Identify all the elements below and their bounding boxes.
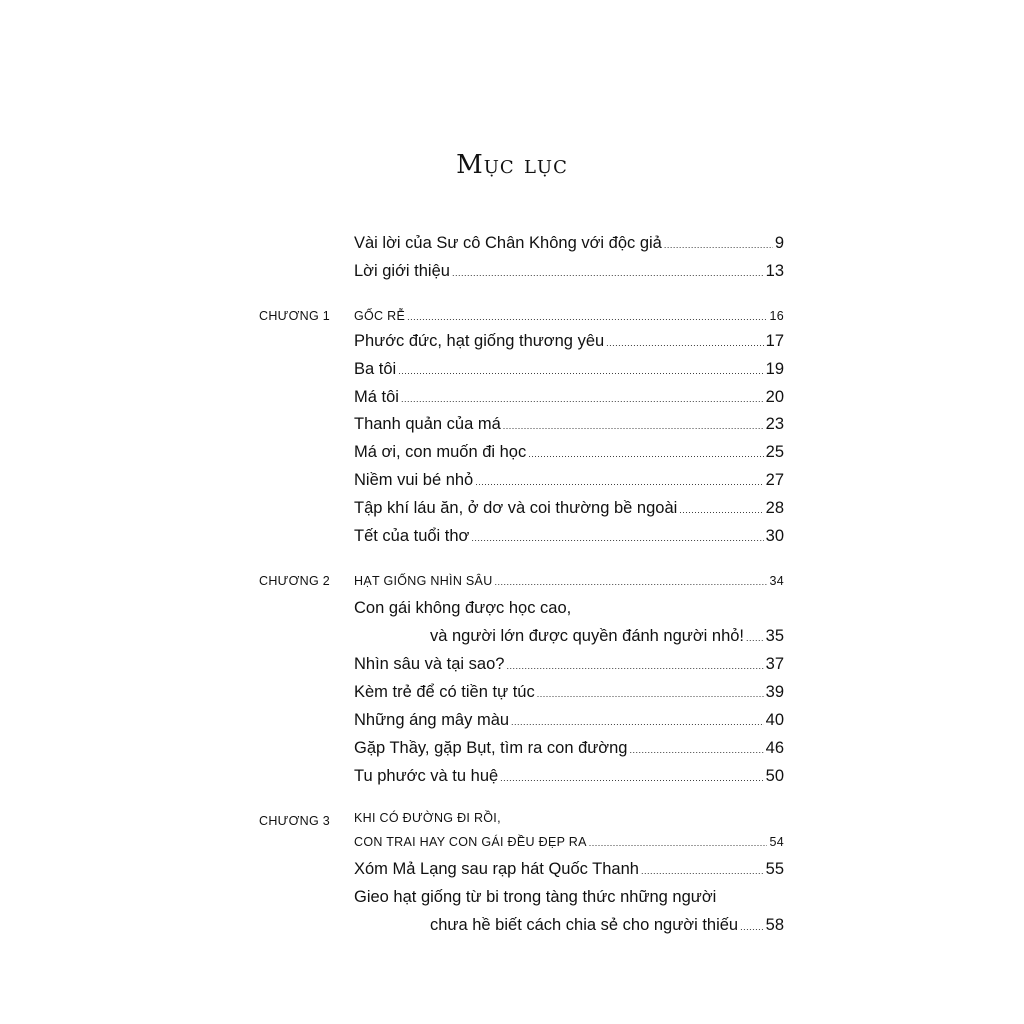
dot-leader <box>398 361 763 381</box>
dot-leader <box>679 500 763 520</box>
dot-leader <box>407 307 767 327</box>
entry-title: Ba tôi <box>354 360 397 378</box>
entry-title: Nhìn sâu và tại sao? <box>354 655 505 673</box>
dot-leader <box>589 833 768 853</box>
toc-entry[interactable] <box>354 387 784 409</box>
dot-leader <box>495 572 768 592</box>
chapter-heading-text: CON TRAI HAY CON GÁI ĐỀU ĐẸP RA <box>354 835 587 849</box>
entry-title-line1: Gieo hạt giống từ bi trong tàng thức những người <box>354 888 717 906</box>
page-number: 50 <box>765 767 784 785</box>
page-number: 46 <box>765 739 784 757</box>
page-number: 28 <box>765 499 784 517</box>
toc-entry[interactable] <box>354 710 784 732</box>
chapter-heading[interactable] <box>354 306 784 327</box>
toc-entry[interactable] <box>430 626 784 648</box>
dot-leader <box>452 263 764 283</box>
entry-title: Gặp Thầy, gặp Bụt, tìm ra con đường <box>354 739 628 757</box>
toc-entry[interactable] <box>354 442 784 464</box>
dot-leader <box>746 628 764 648</box>
toc-title: Mục lục <box>456 150 568 180</box>
entry-title: Tập khí láu ăn, ở dơ và coi thường bề ngoài <box>354 499 678 517</box>
page-number: 23 <box>765 415 784 433</box>
page-number: 19 <box>765 360 784 378</box>
dot-leader <box>606 333 763 353</box>
dot-leader <box>664 235 773 255</box>
entry-title: Thanh quản của má <box>354 415 501 433</box>
page-number: 9 <box>774 234 784 252</box>
dot-leader <box>528 444 763 464</box>
page-number: 54 <box>769 835 784 849</box>
page-number: 16 <box>769 309 784 323</box>
page-number: 13 <box>765 262 784 280</box>
toc-entry[interactable] <box>354 414 784 436</box>
chapter-heading[interactable] <box>354 571 784 592</box>
entry-title: Lời giới thiệu <box>354 262 450 280</box>
page-number: 17 <box>765 332 784 350</box>
entry-title: chưa hề biết cách chia sẻ cho người thiếu <box>430 916 739 934</box>
entry-title: Niềm vui bé nhỏ <box>354 471 474 489</box>
page-number: 55 <box>765 860 784 878</box>
entry-title: Những áng mây màu <box>354 711 510 729</box>
dot-leader <box>511 712 764 732</box>
page-number: 27 <box>765 471 784 489</box>
entry-title: Kèm trẻ để có tiền tự túc <box>354 683 535 701</box>
chapter-label: CHƯƠNG 3 <box>259 814 331 828</box>
page-number: 25 <box>765 443 784 461</box>
dot-leader <box>537 684 764 704</box>
toc-entry[interactable] <box>354 233 784 255</box>
dot-leader <box>641 861 764 881</box>
toc-entry[interactable] <box>354 738 784 760</box>
entry-title: và người lớn được quyền đánh người nhỏ! <box>430 627 745 645</box>
dot-leader <box>401 389 764 409</box>
entry-title: Xóm Mả Lạng sau rạp hát Quốc Thanh <box>354 860 639 878</box>
chapter-heading-text: GỐC RỄ <box>354 309 406 323</box>
entry-title: Phước đức, hạt giống thương yêu <box>354 332 605 350</box>
toc-entry[interactable] <box>354 654 784 676</box>
entry-title-line1: Con gái không được học cao, <box>354 599 572 617</box>
toc-entry[interactable] <box>430 915 784 937</box>
page-number: 40 <box>765 711 784 729</box>
page-number: 35 <box>765 627 784 645</box>
page-number: 39 <box>765 683 784 701</box>
dot-leader <box>475 472 763 492</box>
page-number: 58 <box>765 916 784 934</box>
entry-title: Má tôi <box>354 388 399 406</box>
dot-leader <box>471 528 763 548</box>
page-number: 37 <box>765 655 784 673</box>
chapter-label: CHƯƠNG 2 <box>259 574 331 588</box>
toc-entry[interactable] <box>354 766 784 788</box>
dot-leader <box>629 740 763 760</box>
toc-entry[interactable] <box>354 682 784 704</box>
chapter-heading-text: HẠT GIỐNG NHÌN SÂU <box>354 574 493 588</box>
entry-title: Tết của tuổi thơ <box>354 527 470 545</box>
page-number: 34 <box>769 574 784 588</box>
entry-title: Tu phước và tu huệ <box>354 767 499 785</box>
dot-leader <box>740 917 764 937</box>
toc-entry[interactable] <box>354 526 784 548</box>
dot-leader <box>506 656 763 676</box>
entry-title: Vài lời của Sư cô Chân Không với độc giả <box>354 234 662 252</box>
toc-entry[interactable] <box>354 859 784 881</box>
toc-entry[interactable] <box>354 359 784 381</box>
page-number: 20 <box>765 388 784 406</box>
chapter-heading-line1: KHI CÓ ĐƯỜNG ĐI RỒI, <box>354 811 501 825</box>
toc-entry[interactable] <box>354 331 784 353</box>
entry-title: Má ơi, con muốn đi học <box>354 443 527 461</box>
toc-entry[interactable] <box>354 498 784 520</box>
chapter-label: CHƯƠNG 1 <box>259 309 331 323</box>
toc-entry[interactable] <box>354 470 784 492</box>
dot-leader <box>503 416 764 436</box>
page-number: 30 <box>765 527 784 545</box>
toc-entry[interactable] <box>354 261 784 283</box>
chapter-heading[interactable] <box>354 832 784 853</box>
dot-leader <box>500 768 763 788</box>
